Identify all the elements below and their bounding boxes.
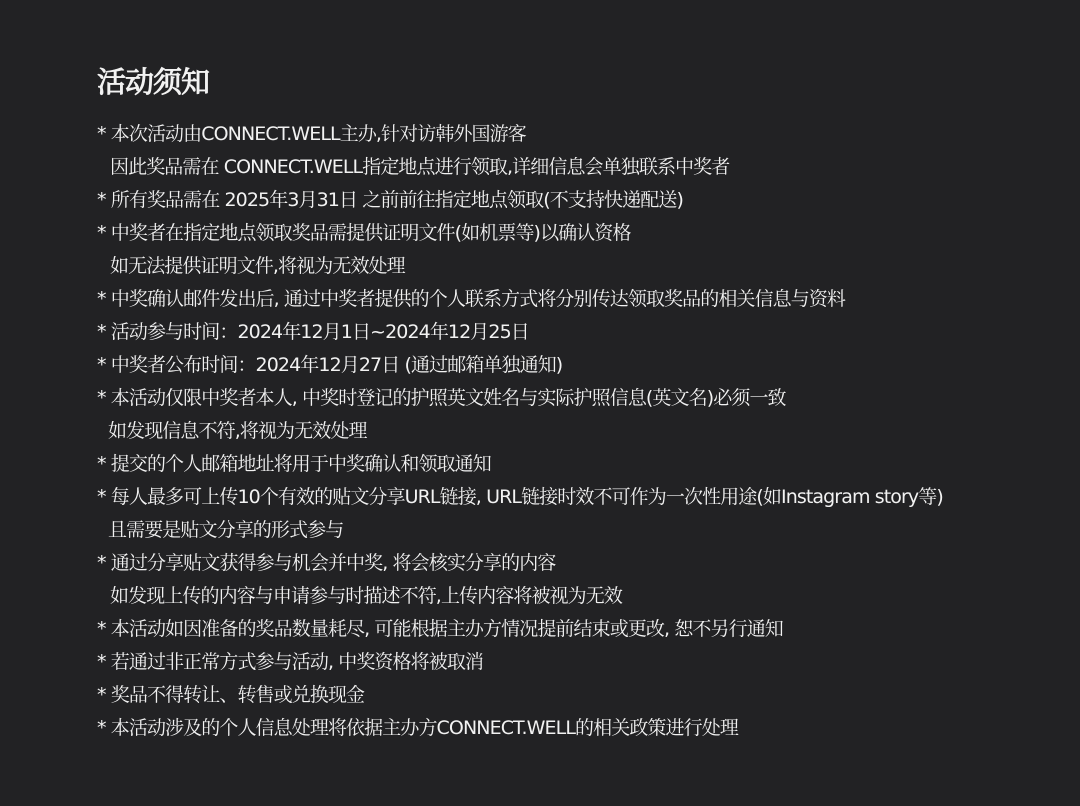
notice-line: * 提交的个人邮箱地址将用于中奖确认和领取通知 [97, 453, 491, 475]
notice-line: * 中奖者在指定地点领取奖品需提供证明文件(如机票等)以确认资格 [97, 222, 631, 244]
notice-list [97, 118, 1057, 745]
notice-line: * 活动参与时间：2024年12月1日~2024年12月25日 [97, 321, 529, 343]
notice-line: 如发现信息不符,将视为无效处理 [108, 420, 367, 442]
notice-line: * 中奖确认邮件发出后, 通过中奖者提供的个人联系方式将分别传达领取奖品的相关信息与资料 [97, 288, 846, 310]
event-notice [97, 62, 1057, 745]
notice-line: * 本次活动由CONNECT.WELL主办,针对访韩外国游客 [97, 123, 526, 145]
notice-line: * 每人最多可上传10个有效的贴文分享URL链接, URL链接时效不可作为一次性用途(如Instagram story等) [97, 486, 943, 508]
notice-line: 因此奖品需在 CONNECT.WELL指定地点进行领取,详细信息会单独联系中奖者 [110, 156, 730, 178]
notice-title: 活动须知 [97, 65, 210, 99]
notice-line: 如发现上传的内容与申请参与时描述不符,上传内容将被视为无效 [110, 585, 622, 607]
notice-line: 且需要是贴文分享的形式参与 [108, 519, 344, 541]
notice-line: * 若通过非正常方式参与活动, 中奖资格将被取消 [97, 651, 484, 673]
notice-line: * 所有奖品需在 2025年3月31日 之前前往指定地点领取(不支持快递配送) [97, 189, 683, 211]
notice-line: * 奖品不得转让、转售或兑换现金 [97, 684, 365, 706]
notice-line: * 通过分享贴文获得参与机会并中奖, 将会核实分享的内容 [97, 552, 556, 574]
notice-line: * 中奖者公布时间：2024年12月27日 (通过邮箱单独通知) [97, 354, 563, 376]
notice-line: * 本活动涉及的个人信息处理将依据主办方CONNECT.WELL的相关政策进行处理 [97, 717, 738, 739]
notice-line: * 本活动仅限中奖者本人, 中奖时登记的护照英文姓名与实际护照信息(英文名)必须一致 [97, 387, 786, 409]
notice-line: * 本活动如因准备的奖品数量耗尽, 可能根据主办方情况提前结束或更改, 恕不另行通知 [97, 618, 783, 640]
notice-line: 如无法提供证明文件,将视为无效处理 [110, 255, 405, 277]
